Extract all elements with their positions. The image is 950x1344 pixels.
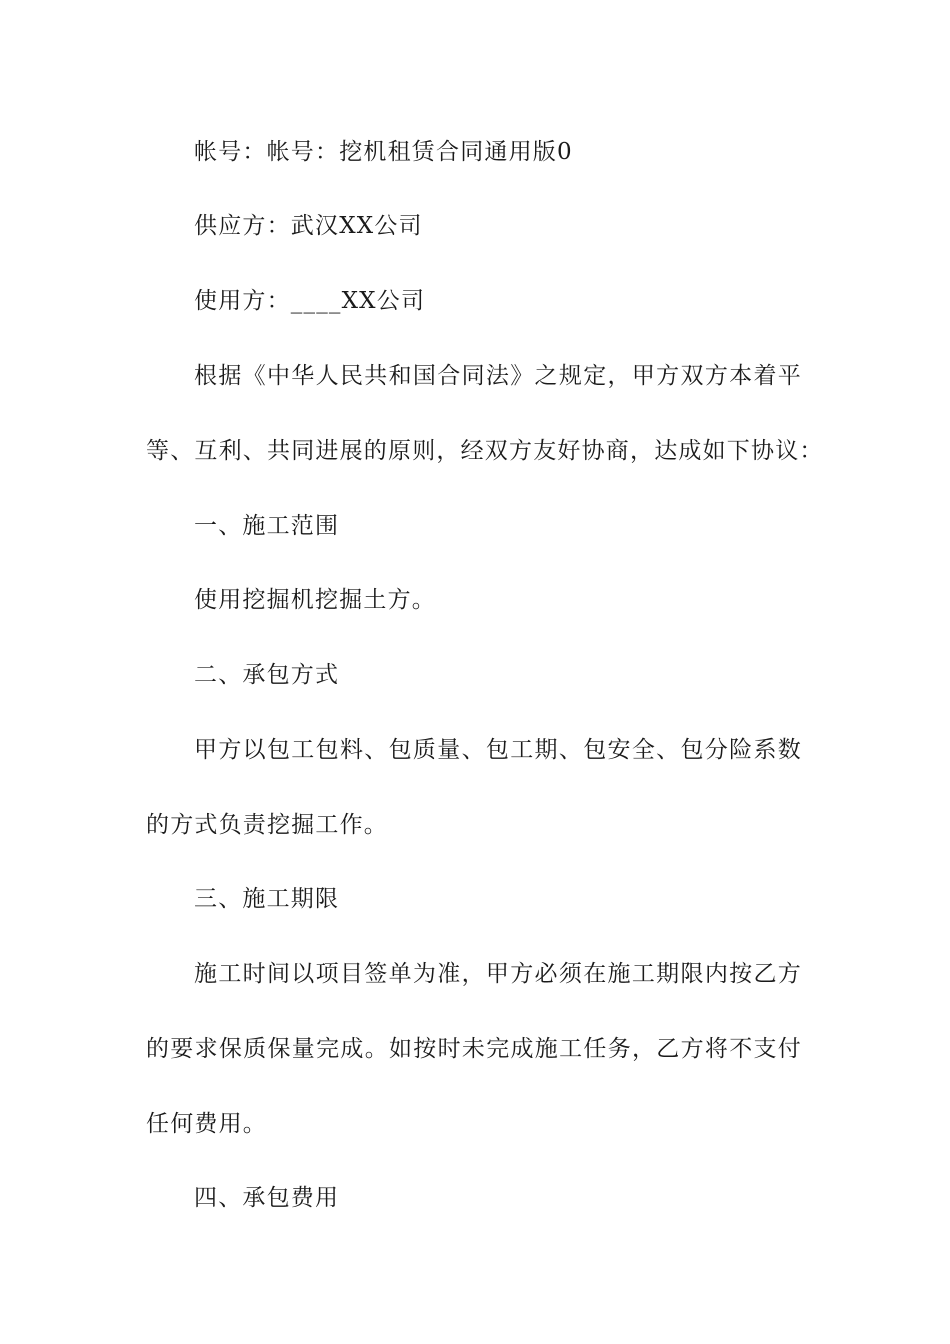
section-2-body-line-2: 的方式负责挖掘工作。: [146, 812, 388, 838]
section-1-heading: 一、施工范围: [194, 513, 340, 539]
section-2-body-line-1: 甲方以包工包料、包质量、包工期、包安全、包分险系数: [194, 737, 802, 763]
user-party-line: 使用方：____XX公司: [194, 288, 426, 314]
section-1-body: 使用挖掘机挖掘土方。: [194, 587, 436, 613]
section-4-heading: 四、承包费用: [194, 1185, 340, 1211]
section-3-body-line-2: 的要求保质保量完成。如按时未完成施工任务，乙方将不支付: [146, 1036, 802, 1062]
supplier-line: 供应方：武汉XX公司: [194, 213, 423, 239]
section-3-body-line-3: 任何费用。: [146, 1111, 267, 1137]
section-3-body-line-1: 施工时间以项目签单为准，甲方必须在施工期限内按乙方: [194, 961, 802, 987]
section-2-heading: 二、承包方式: [194, 662, 340, 688]
preamble-line-1: 根据《中华人民共和国合同法》之规定，甲方双方本着平: [194, 363, 802, 389]
section-3-heading: 三、施工期限: [194, 886, 340, 912]
preamble-line-2: 等、互利、共同进展的原则，经双方友好协商，达成如下协议：: [146, 438, 824, 464]
account-line: 帐号：帐号：挖机租赁合同通用版0: [194, 139, 573, 165]
